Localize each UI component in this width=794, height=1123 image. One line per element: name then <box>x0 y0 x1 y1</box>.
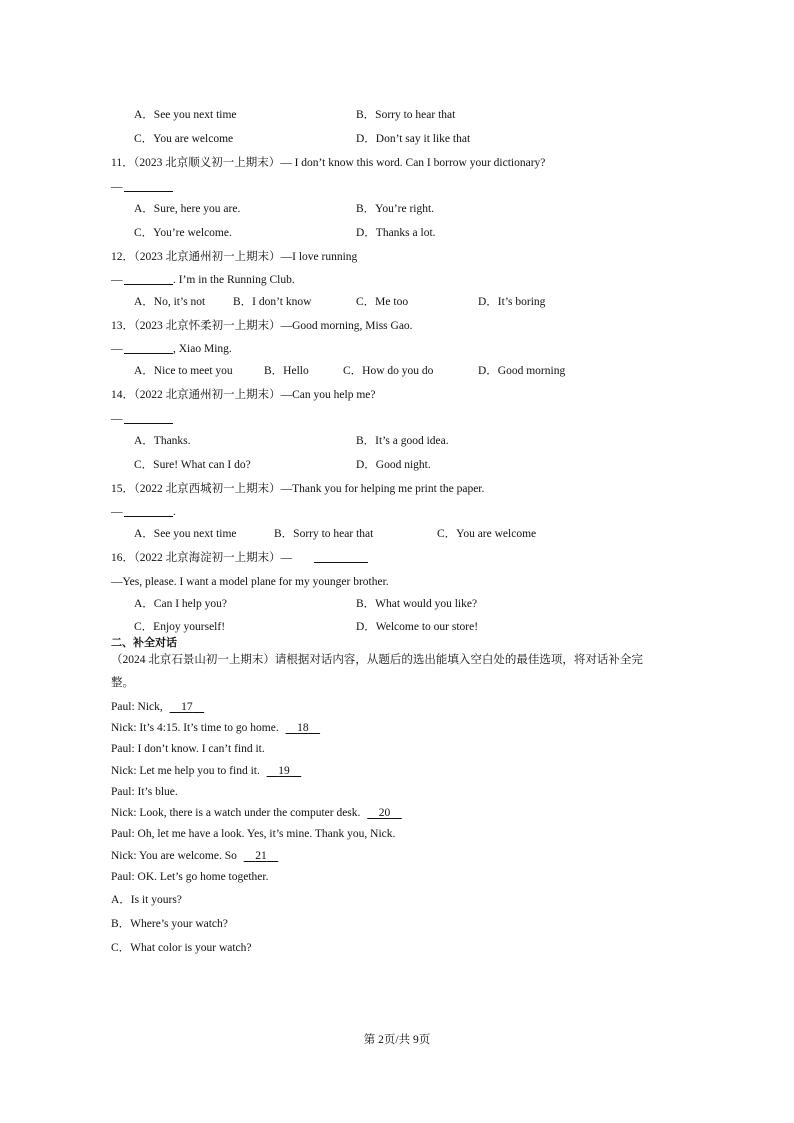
dialogue-line-5: Paul: It’s blue. <box>111 786 178 798</box>
blank-19 <box>267 765 302 777</box>
dialogue-line-4-text: Nick: Let me help you to find it. <box>111 765 260 777</box>
q15-answer-blank <box>124 516 173 517</box>
blank-18 <box>286 722 321 734</box>
section2-option-c: C．What color is your watch? <box>111 942 252 954</box>
q11-answer-dash: — <box>111 181 123 193</box>
q13-answer-rest: , Xiao Ming. <box>173 343 232 355</box>
q14-answer-blank <box>124 423 173 424</box>
q12-answer-rest: . I’m in the Running Club. <box>173 274 295 286</box>
q12-answer-blank <box>124 284 173 285</box>
dialogue-line-6-text: Nick: Look, there is a watch under the computer desk. <box>111 807 361 819</box>
q10-option-a: A．See you next time <box>134 109 237 121</box>
blank-21 <box>244 850 279 862</box>
q16-question-blank <box>314 562 368 563</box>
q10-option-b: B．Sorry to hear that <box>356 109 456 121</box>
q15-answer-dash: — <box>111 506 123 518</box>
blank-21-number: 21 <box>255 850 267 862</box>
blank-19-number: 19 <box>278 765 290 777</box>
dialogue-line-6 <box>111 808 402 820</box>
dialogue-line-3: Paul: I don’t know. I can’t find it. <box>111 743 265 755</box>
q11-stem: 11．（2023 北京顺义初一上期末）— I don’t know this word. Can I borrow your dictionary? <box>111 157 546 169</box>
q14-option-b: B．It’s a good idea. <box>356 435 449 447</box>
q16-option-a: A．Can I help you? <box>134 598 227 610</box>
dialogue-line-9: Paul: OK. Let’s go home together. <box>111 871 269 883</box>
q13-answer-dash: — <box>111 343 123 355</box>
dialogue-line-2-text: Nick: It’s 4:15. It’s time to go home. <box>111 722 279 734</box>
dialogue-line-8 <box>111 851 278 863</box>
q16-reply: —Yes, please. I want a model plane for my younger brother. <box>111 576 389 588</box>
dialogue-line-2 <box>111 723 320 735</box>
section-heading: 二、补全对话 <box>111 636 177 649</box>
q15-option-b: B．Sorry to hear that <box>274 528 374 540</box>
q11-answer-blank <box>124 191 173 192</box>
q14-option-c: C．Sure! What can I do? <box>134 459 251 471</box>
section2-option-b: B．Where’s your watch? <box>111 918 228 930</box>
q12-option-b: B．I don’t know <box>233 296 312 308</box>
q13-option-d: D．Good morning <box>478 365 566 377</box>
page-footer: 第 2页/共 9页 <box>363 1034 431 1046</box>
dialogue-line-1-text: Paul: Nick, <box>111 701 163 713</box>
q13-stem: 13．（2023 北京怀柔初一上期末）—Good morning, Miss Gao. <box>111 320 413 332</box>
q15-option-a: A．See you next time <box>134 528 237 540</box>
q13-option-a: A．Nice to meet you <box>134 365 233 377</box>
q12-answer-dash: — <box>111 274 123 286</box>
q15-option-c: C．You are welcome <box>437 528 537 540</box>
q11-option-a: A．Sure, here you are. <box>134 203 241 215</box>
q11-option-d: D．Thanks a lot. <box>356 227 436 239</box>
q15-stem: 15．（2022 北京西城初一上期末）—Thank you for helping me print the paper. <box>111 483 485 495</box>
q12-stem: 12．（2023 北京通州初一上期末）—I love running <box>111 251 358 263</box>
q11-option-b: B．You’re right. <box>356 203 435 215</box>
section-intro-line-1: （2024 北京石景山初一上期末）请根据对话内容，从题后的选出能填入空白处的最佳选项，将对话补全完 <box>111 654 643 666</box>
q16-stem: 16．（2022 北京海淀初一上期末）— <box>111 552 293 564</box>
blank-17-number: 17 <box>181 701 193 713</box>
q11-option-c: C．You’re welcome. <box>134 227 232 239</box>
q16-option-d: D．Welcome to our store! <box>356 621 479 633</box>
blank-17 <box>170 701 205 713</box>
blank-18-number: 18 <box>297 722 309 734</box>
q10-option-d: D．Don’t say it like that <box>356 133 471 145</box>
q13-answer-blank <box>124 353 173 354</box>
q13-option-b: B．Hello <box>264 365 309 377</box>
q14-option-a: A．Thanks. <box>134 435 191 447</box>
q12-option-c: C．Me too <box>356 296 409 308</box>
q15-answer-rest: . <box>173 506 176 518</box>
dialogue-line-7: Paul: Oh, let me have a look. Yes, it’s mine. Thank you, Nick. <box>111 828 396 840</box>
q14-option-d: D．Good night. <box>356 459 431 471</box>
dialogue-line-1 <box>111 702 204 714</box>
q16-option-c: C．Enjoy yourself! <box>134 621 226 633</box>
blank-20 <box>367 807 402 819</box>
q13-option-c: C．How do you do <box>343 365 434 377</box>
blank-20-number: 20 <box>378 807 391 819</box>
section2-option-a: A．Is it yours? <box>111 894 182 906</box>
q12-option-a: A．No, it’s not <box>134 296 206 308</box>
q12-option-d: D．It’s boring <box>478 296 546 308</box>
q10-option-c: C．You are welcome <box>134 133 234 145</box>
q14-answer-dash: — <box>111 413 123 425</box>
dialogue-line-8-text: Nick: You are welcome. So <box>111 850 237 862</box>
q14-stem: 14．（2022 北京通州初一上期末）—Can you help me? <box>111 389 376 401</box>
section-intro-line-2: 整。 <box>111 677 134 689</box>
q16-option-b: B．What would you like? <box>356 598 478 610</box>
dialogue-line-4 <box>111 766 301 778</box>
